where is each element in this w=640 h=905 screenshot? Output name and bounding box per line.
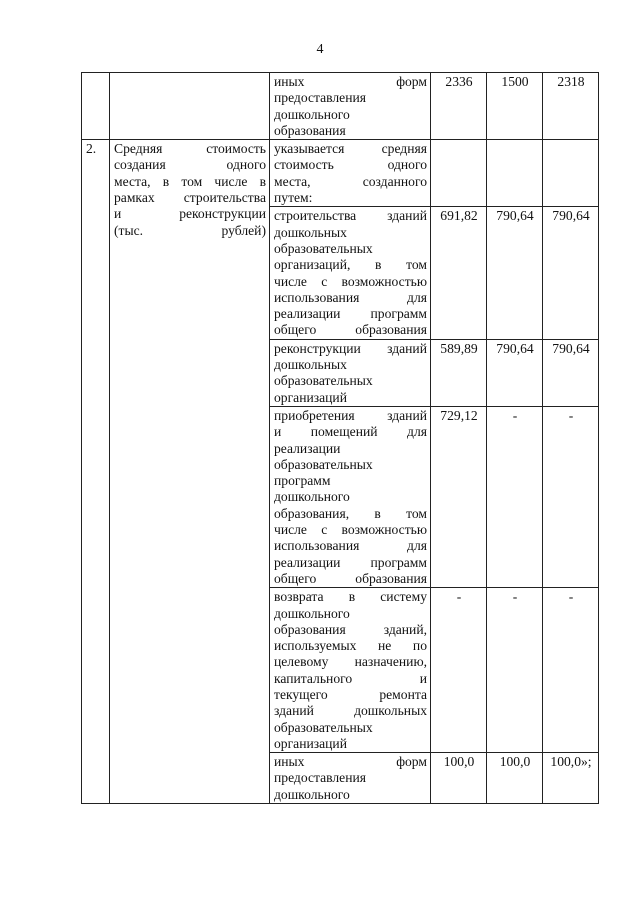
condition-line: образовательных	[274, 240, 373, 256]
value-cell-year-3: -	[543, 406, 599, 587]
value-cell-year-1: 100,0	[431, 753, 487, 804]
value-cell-year-2: 790,64	[487, 339, 543, 406]
indicator-line: рамках строительства	[114, 190, 266, 206]
value-cell-year-2: -	[487, 406, 543, 587]
condition-line: зданий дошкольных	[274, 703, 427, 719]
condition-line: числе с возможностью	[274, 273, 427, 289]
condition-cell	[270, 406, 431, 587]
condition-line: предоставления	[274, 770, 367, 786]
condition-line: общего образования	[274, 322, 427, 338]
value-cell-year-1	[431, 140, 487, 207]
condition-line: и помещений для	[274, 424, 427, 440]
condition-cell	[270, 753, 431, 804]
condition-cell	[270, 588, 431, 753]
value-cell-year-1: -	[431, 588, 487, 753]
value-cell-year-1: 729,12	[431, 406, 487, 587]
condition-line: организаций, в том	[274, 257, 427, 273]
condition-line: дошкольного	[274, 489, 350, 505]
row-number-cell: 2.	[82, 140, 110, 804]
condition-line: путем:	[274, 190, 313, 206]
condition-line: организаций	[274, 735, 347, 751]
condition-line: дошкольного	[274, 786, 350, 802]
value-cell-year-3: 790,64	[543, 339, 599, 406]
value-cell-year-3: 100,0»;	[543, 753, 599, 804]
condition-line: предоставления	[274, 90, 367, 106]
table-row	[82, 140, 599, 207]
value-cell-year-3: 790,64	[543, 207, 599, 339]
condition-line: образовательных	[274, 719, 373, 735]
condition-line: места, созданного	[274, 173, 427, 189]
condition-line: образования	[274, 122, 346, 138]
row-number-cell	[82, 73, 110, 140]
condition-line: используемых не по	[274, 638, 427, 654]
indicator-cell	[110, 140, 270, 804]
condition-cell	[270, 339, 431, 406]
value-cell-year-3	[543, 140, 599, 207]
value-cell-year-3: 2318	[543, 73, 599, 140]
condition-line: дошкольного	[274, 106, 350, 122]
indicator-line: создания одного	[114, 157, 266, 173]
indicator-cell	[110, 73, 270, 140]
value-cell-year-1: 691,82	[431, 207, 487, 339]
value-cell-year-2: 1500	[487, 73, 543, 140]
condition-line: программ	[274, 473, 331, 489]
indicator-line: (тыс. рублей)	[114, 222, 266, 238]
value-cell-year-2: 100,0	[487, 753, 543, 804]
condition-line: текущего ремонта	[274, 686, 427, 702]
value-cell-year-1: 2336	[431, 73, 487, 140]
indicators-table	[81, 72, 599, 804]
condition-line: организаций	[274, 389, 347, 405]
page-number: 4	[316, 42, 324, 57]
condition-line: использования для	[274, 289, 427, 305]
condition-line: целевому назначению,	[274, 654, 427, 670]
condition-line: использования для	[274, 538, 427, 554]
condition-line: иных форм	[274, 754, 427, 770]
condition-line: образования, в том	[274, 505, 427, 521]
condition-line: строительства зданий	[274, 208, 427, 224]
condition-line: дошкольного	[274, 605, 350, 621]
condition-line: образовательных	[274, 373, 373, 389]
value-cell-year-2: 790,64	[487, 207, 543, 339]
value-cell-year-2	[487, 140, 543, 207]
condition-line: реализации	[274, 440, 341, 456]
value-cell-year-3: -	[543, 588, 599, 753]
indicator-line: и реконструкции	[114, 206, 266, 222]
condition-line: дошкольных	[274, 224, 347, 240]
condition-line: дошкольных	[274, 357, 347, 373]
indicator-line: Средняя стоимость	[114, 141, 266, 157]
condition-cell	[270, 140, 431, 207]
condition-line: общего образования	[274, 570, 427, 586]
condition-line: иных форм	[274, 74, 427, 89]
condition-line: реконструкции зданий	[274, 340, 427, 356]
condition-cell	[270, 73, 431, 140]
condition-line: стоимость одного	[274, 157, 427, 173]
condition-cell	[270, 207, 431, 339]
condition-line: возврата в систему	[274, 589, 427, 605]
condition-line: приобретения зданий	[274, 407, 427, 423]
condition-line: реализации программ	[274, 554, 427, 570]
condition-line: реализации программ	[274, 306, 427, 322]
condition-line: образования зданий,	[274, 621, 427, 637]
condition-line: образовательных	[274, 456, 373, 472]
condition-line: указывается средняя	[274, 141, 427, 157]
value-cell-year-1: 589,89	[431, 339, 487, 406]
condition-line: капитального и	[274, 670, 427, 686]
value-cell-year-2: -	[487, 588, 543, 753]
table-row	[82, 73, 599, 140]
indicator-line: места, в том числе в	[114, 173, 266, 189]
condition-line: числе с возможностью	[274, 522, 427, 538]
